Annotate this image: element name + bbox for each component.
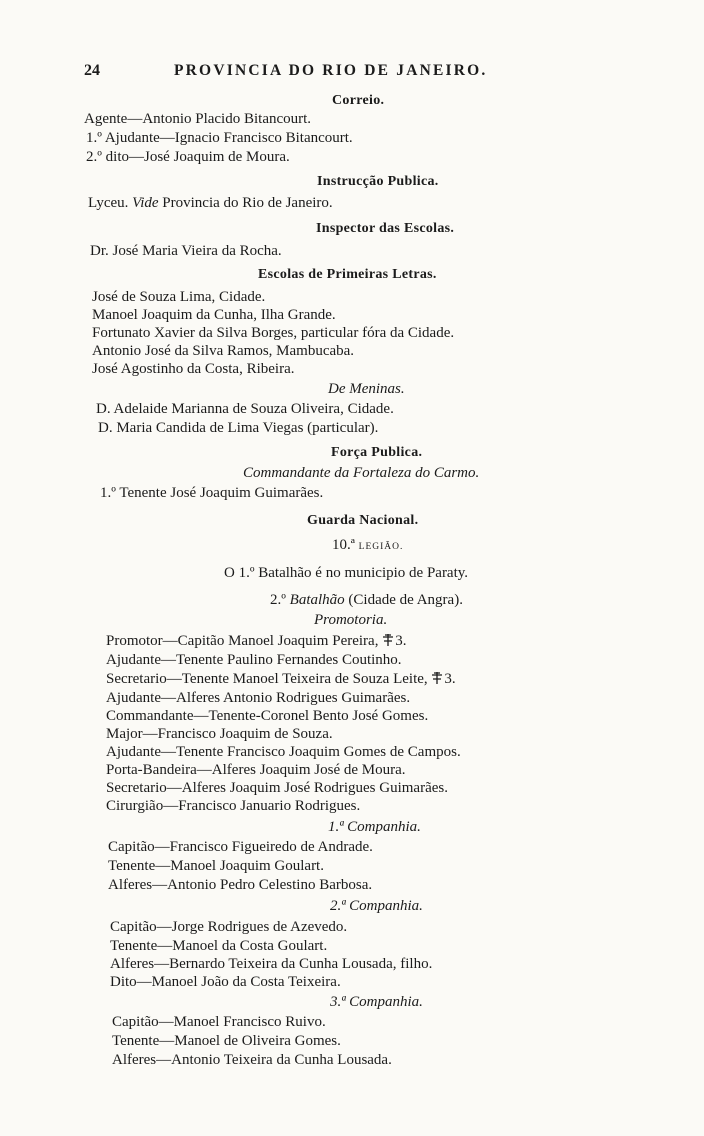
heading-guarda-nacional: Guarda Nacional.	[307, 513, 419, 528]
staff-entry: Ajudante—Alferes Antonio Rodrigues Guimarães.	[106, 690, 411, 706]
promotor-line	[106, 632, 406, 650]
order-cross-icon	[432, 672, 442, 684]
companhia-entry: Capitão—Francisco Figueiredo de Andrade.	[108, 839, 373, 855]
running-title: PROVINCIA DO RIO DE JANEIRO.	[174, 62, 488, 79]
promotor-suffix: 3.	[395, 633, 407, 649]
escola-entry: José de Souza Lima, Cidade.	[92, 289, 266, 305]
staff-entry: Commandante—Tenente-Coronel Bento José Gomes.	[106, 708, 429, 724]
secretario-line	[106, 670, 456, 688]
companhia-entry: Alferes—Antonio Pedro Celestino Barbosa.	[108, 877, 373, 893]
heading-promotoria: Promotoria.	[314, 612, 388, 628]
vide-word: Vide	[132, 195, 159, 211]
batalhao-2-word: Batalhão	[289, 592, 345, 608]
companhia-entry: Tenente—Manoel de Oliveira Gomes.	[112, 1033, 341, 1049]
inspector-entry: Dr. José Maria Vieira da Rocha.	[90, 243, 282, 259]
companhia-entry: Capitão—Manoel Francisco Ruivo.	[112, 1014, 326, 1030]
staff-entry: Porta-Bandeira—Alferes Joaquim José de Moura.	[106, 762, 406, 778]
batalhao-2-number: 2.º	[270, 592, 286, 608]
heading-meninas: De Meninas.	[328, 381, 405, 397]
legiao-word: LEGIÃO.	[358, 542, 404, 552]
forca-entry: 1.º Tenente José Joaquim Guimarães.	[100, 485, 324, 501]
companhia-entry: Tenente—Manoel da Costa Goulart.	[110, 938, 328, 954]
lyceu-rest: Provincia do Rio de Janeiro.	[162, 195, 333, 211]
companhia-entry: Tenente—Manoel Joaquim Goulart.	[108, 858, 324, 874]
promotor-text: Promotor—Capitão Manoel Joaquim Pereira,	[106, 633, 379, 649]
staff-entry: Major—Francisco Joaquim de Souza.	[106, 726, 333, 742]
heading-escolas: Escolas de Primeiras Letras.	[258, 267, 437, 282]
heading-instrucao-publica: Instrucção Publica.	[317, 174, 439, 189]
secretario-suffix: 3.	[444, 671, 456, 687]
lyceu-word: Lyceu.	[88, 195, 129, 211]
forca-subheading: Commandante da Fortaleza do Carmo.	[243, 465, 480, 481]
lyceu-entry	[88, 194, 333, 212]
order-cross-icon	[383, 634, 393, 646]
heading-companhia-1: 1.ª Companhia.	[328, 819, 421, 835]
companhia-entry: Dito—Manoel João da Costa Teixeira.	[110, 974, 341, 990]
companhia-entry: Alferes—Antonio Teixeira da Cunha Lousada.	[112, 1052, 392, 1068]
batalhao-1-line: O 1.º Batalhão é no municipio de Paraty.	[224, 565, 469, 581]
legiao-number: 10.ª	[332, 537, 355, 553]
staff-entry: Cirurgião—Francisco Januario Rodrigues.	[106, 798, 361, 814]
batalhao-2-line	[270, 591, 463, 609]
secretario-text: Secretario—Tenente Manoel Teixeira de Souza Leite,	[106, 671, 428, 687]
meninas-entry: D. Maria Candida de Lima Viegas (particular).	[98, 420, 379, 436]
heading-forca-publica: Força Publica.	[331, 445, 423, 460]
heading-companhia-2: 2.ª Companhia.	[330, 898, 423, 914]
heading-companhia-3: 3.ª Companhia.	[330, 994, 423, 1010]
escola-entry: Fortunato Xavier da Silva Borges, particular fóra da Cidade.	[92, 325, 455, 341]
escola-entry: Manoel Joaquim da Cunha, Ilha Grande.	[92, 307, 336, 323]
batalhao-2-rest: (Cidade de Angra).	[348, 592, 463, 608]
correio-entry: 2.º dito—José Joaquim de Moura.	[86, 149, 290, 165]
legiao-line	[332, 536, 403, 556]
companhia-entry: Capitão—Jorge Rodrigues de Azevedo.	[110, 919, 348, 935]
staff-entry: Ajudante—Tenente Paulino Fernandes Coutinho.	[106, 652, 402, 668]
escola-entry: José Agostinho da Costa, Ribeira.	[92, 361, 295, 377]
page-header	[84, 62, 554, 84]
correio-entry: 1.º Ajudante—Ignacio Francisco Bitancourt.	[86, 130, 353, 146]
staff-entry: Ajudante—Tenente Francisco Joaquim Gomes de Campos.	[106, 744, 461, 760]
heading-correio: Correio.	[332, 93, 385, 108]
correio-entry: Agente—Antonio Placido Bitancourt.	[84, 111, 312, 127]
meninas-entry: D. Adelaide Marianna de Souza Oliveira, Cidade.	[96, 401, 394, 417]
escola-entry: Antonio José da Silva Ramos, Mambucaba.	[92, 343, 355, 359]
staff-entry: Secretario—Alferes Joaquim José Rodrigues Guimarães.	[106, 780, 448, 796]
heading-inspector: Inspector das Escolas.	[316, 221, 455, 236]
companhia-entry: Alferes—Bernardo Teixeira da Cunha Lousada, filho.	[110, 956, 433, 972]
page-number: 24	[84, 62, 100, 79]
